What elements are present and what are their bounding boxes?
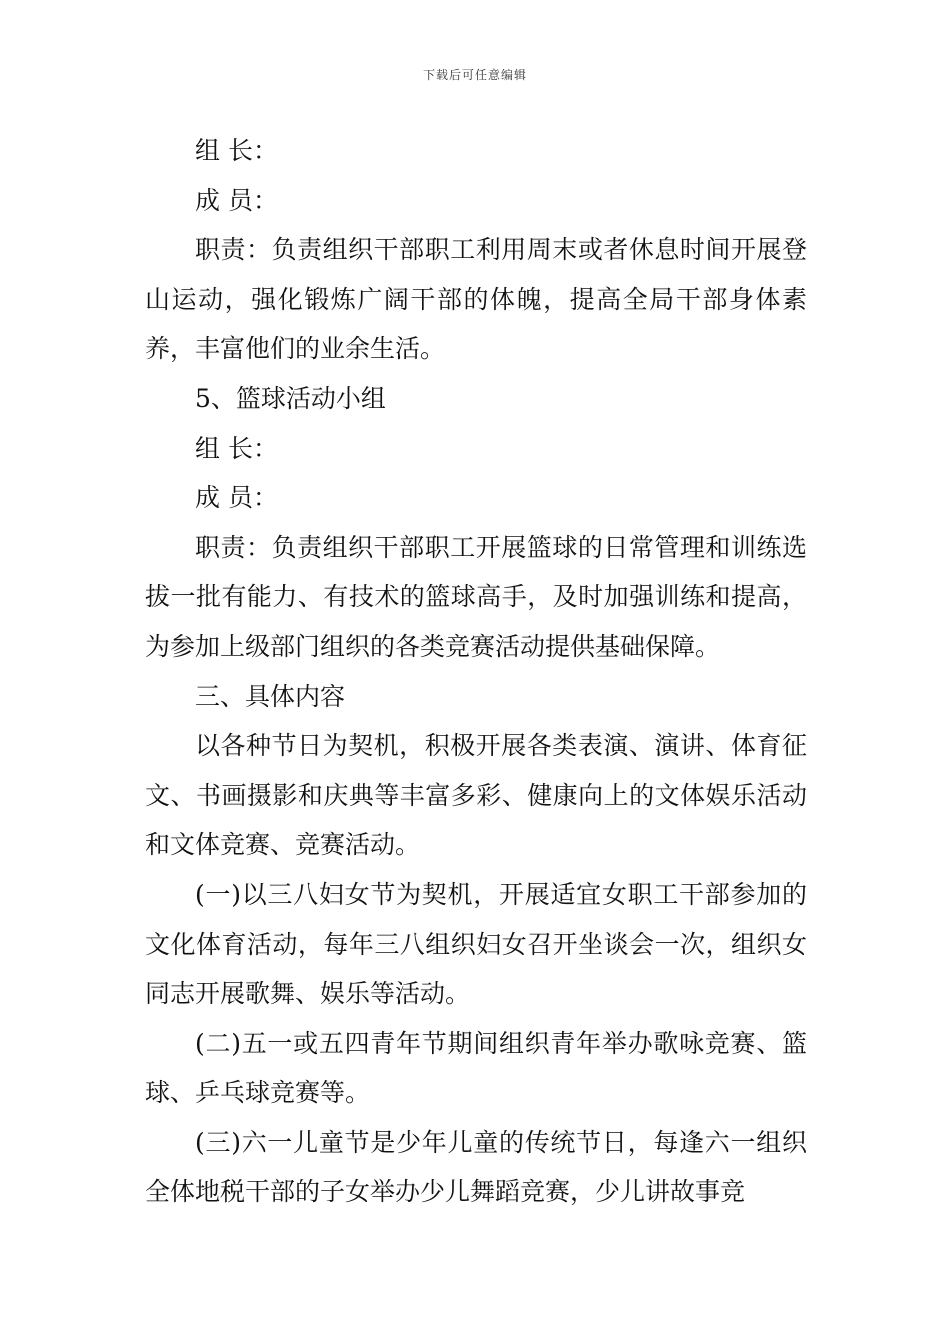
paragraph-intro: 以各种节日为契机，积极开展各类表演、演讲、体育征文、书画摄影和庆典等丰富多彩、健康向上的文体娱乐活动和文体竞赛、竞赛活动。 xyxy=(145,731,807,860)
paragraph-members: 成 员： xyxy=(195,185,278,215)
paragraph-basketball-members: 成 员： xyxy=(195,483,278,513)
paragraph-item-2: (二)五一或五四青年节期间组织青年举办歌咏竞赛、篮球、乒乓球竞赛等。 xyxy=(145,1028,807,1108)
paragraph-item-3: (三)六一儿童节是少年儿童的传统节日，每逢六一组织全体地税干部的子女举办少儿舞蹈竞赛，少儿讲故事竞 xyxy=(145,1127,807,1207)
document-body xyxy=(145,126,807,1217)
section-heading-specific-content: 三、具体内容 xyxy=(195,681,346,711)
paragraph-basketball-group-heading: 5、篮球活动小组 xyxy=(195,383,386,413)
paragraph-item-1: (一)以三八妇女节为契机，开展适宜女职工干部参加的文化体育活动，每年三八组织妇女召开坐谈会一次，组织女同志开展歌舞、娱乐等活动。 xyxy=(145,879,807,1009)
paragraph-duty-basketball: 职责：负责组织干部职工开展篮球的日常管理和训练选拔一批有能力、有技术的篮球高手，及时加强训练和提高，为参加上级部门组织的各类竞赛活动提供基础保障。 xyxy=(145,532,807,661)
paragraph-basketball-group-leader: 组 长： xyxy=(195,433,278,463)
paragraph-duty-hiking: 职责：负责组织干部职工利用周末或者休息时间开展登山运动，强化锻炼广阔干部的体魄，提高全局干部身体素养，丰富他们的业余生活。 xyxy=(145,235,807,364)
paragraph-group-leader: 组 长： xyxy=(195,136,278,165)
header-note: 下载后可任意编辑 xyxy=(422,68,527,82)
